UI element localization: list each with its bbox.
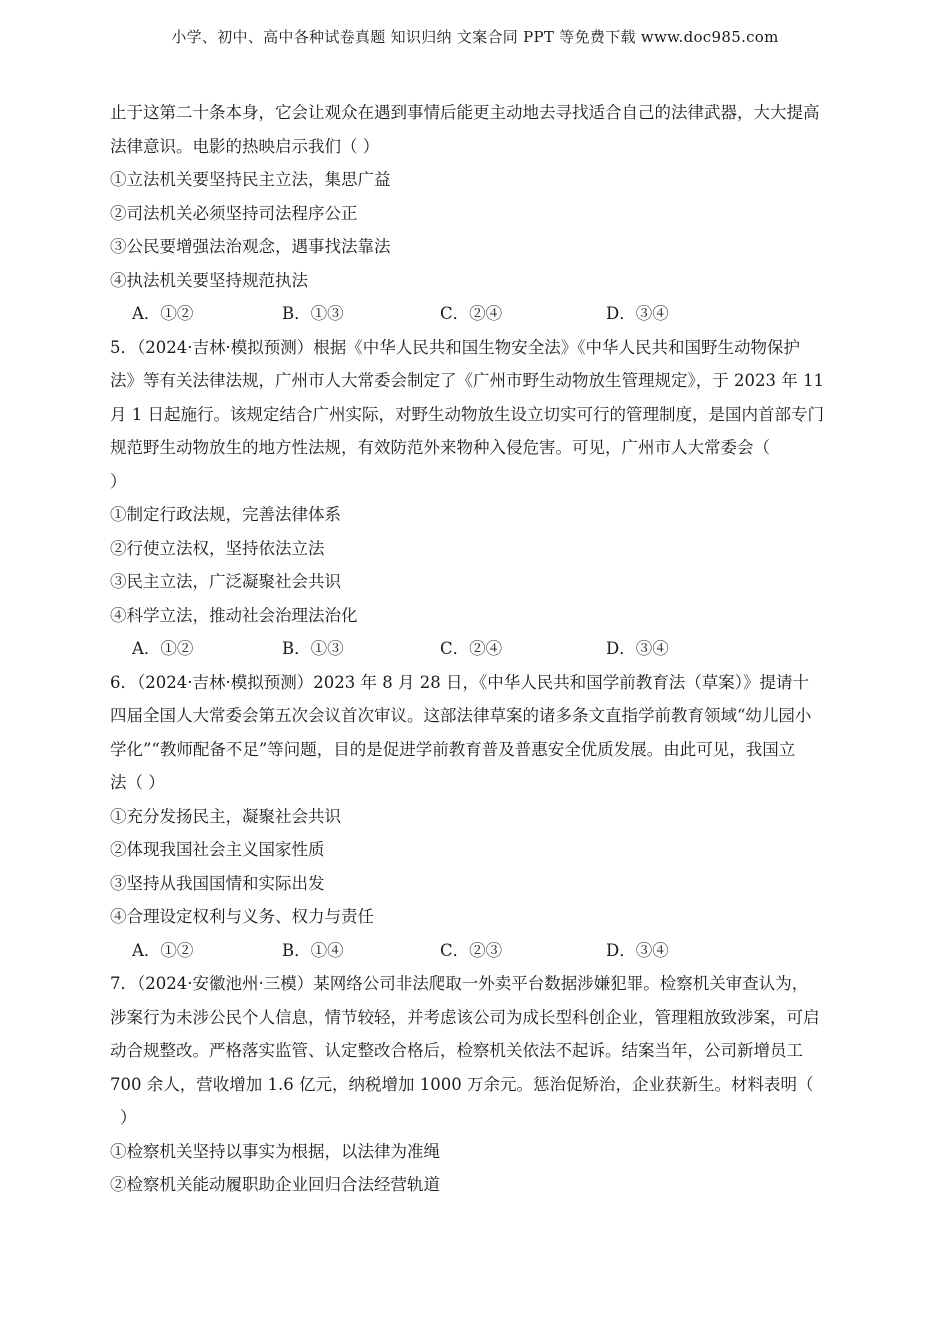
stem-line: 法》等有关法律法规，广州市人大常委会制定了《广州市野生动物放生管理规定》，于 2023 年 11 <box>110 371 824 390</box>
stem-line: 规范野生动物放生的地方性法规，有效防范外来物种入侵危害。可见，广州市人大常委会（ <box>110 438 770 457</box>
option-2: ②司法机关必须坚持司法程序公正 <box>110 203 358 223</box>
question-4-stem <box>110 96 840 163</box>
option-2: ②行使立法权，坚持依法立法 <box>110 538 325 558</box>
choice-d: D．③④ <box>606 304 669 323</box>
question-5-choices <box>110 632 840 666</box>
stem-line: 动合规整改。严格落实监管、认定整改合格后，检察机关依法不起诉。结案当年，公司新增员工 <box>110 1041 803 1060</box>
option-1: ①立法机关要坚持民主立法，集思广益 <box>110 170 391 189</box>
question-7-options <box>110 1135 840 1202</box>
choice-a: A．①② <box>132 639 194 658</box>
choice-c: C．②③ <box>440 940 503 960</box>
option-3: ③民主立法，广泛凝聚社会共识 <box>110 572 341 591</box>
question-5-options <box>110 498 840 632</box>
option-4: ④科学立法，推动社会治理法治化 <box>110 605 358 625</box>
choice-d: D．③④ <box>606 940 669 960</box>
option-3: ③公民要增强法治观念，遇事找法靠法 <box>110 237 391 256</box>
choice-a: A．①② <box>132 940 194 960</box>
stem-line: 涉案行为未涉公民个人信息，情节较轻，并考虑该公司为成长型科创企业，管理粗放致涉案，可启 <box>110 1007 820 1027</box>
question-6-choices <box>110 934 840 968</box>
choice-a: A．①② <box>132 304 194 323</box>
stem-line: ） <box>120 1108 137 1127</box>
question-5-stem <box>110 331 840 499</box>
stem-line: 月 1 日起施行。该规定结合广州实际，对野生动物放生设立切实可行的管理制度，是国内首部专门 <box>110 404 824 424</box>
option-3: ③坚持从我国国情和实际出发 <box>110 873 325 893</box>
question-6-stem <box>110 666 840 800</box>
stem-line: 止于这第二十条本身，它会让观众在遇到事情后能更主动地去寻找适合自己的法律武器，大大提高 <box>110 103 820 122</box>
option-1: ①制定行政法规，完善法律体系 <box>110 505 341 524</box>
stem-line: 学化”“教师配备不足”等问题，目的是促进学前教育普及普惠安全优质发展。由此可见，我国立 <box>110 739 796 759</box>
option-4: ④合理设定权利与义务、权力与责任 <box>110 907 374 926</box>
option-1: ①检察机关坚持以事实为根据，以法律为准绳 <box>110 1141 440 1161</box>
question-4-options <box>110 163 840 297</box>
question-7-stem <box>110 967 840 1135</box>
option-1: ①充分发扬民主，凝聚社会共识 <box>110 806 341 826</box>
stem-line: 四届全国人大常委会第五次会议首次审议。这部法律草案的诸多条文直指学前教育领域“幼儿园小 <box>110 706 812 725</box>
stem-line: 法（ ） <box>110 773 165 792</box>
document-body <box>110 96 840 1202</box>
stem-line: 法律意识。电影的热映启示我们（ ） <box>110 136 380 156</box>
option-2: ②检察机关能动履职助企业回归合法经营轨道 <box>110 1175 440 1194</box>
stem-line: ） <box>110 471 127 491</box>
choice-c: C．②④ <box>440 304 503 323</box>
choice-b: B．①③ <box>282 639 344 658</box>
option-2: ②体现我国社会主义国家性质 <box>110 840 325 859</box>
stem-line: 6．（2024·吉林·模拟预测）2023 年 8 月 28 日，《中华人民共和国学前教育法（草案）》提请十 <box>110 672 809 692</box>
question-6-options <box>110 800 840 934</box>
choice-b: B．①③ <box>282 304 344 323</box>
stem-line: 700 余人，营收增加 1.6 亿元，纳税增加 1000 万余元。惩治促矫治，企业获新生。材料表明（ <box>110 1074 814 1094</box>
choice-d: D．③④ <box>606 639 669 658</box>
stem-line: 7．（2024·安徽池州·三模）某网络公司非法爬取一外卖平台数据涉嫌犯罪。检察机关审查认为， <box>110 974 809 993</box>
stem-line: 5．（2024·吉林·模拟预测）根据《中华人民共和国生物安全法》《中华人民共和国野生动物保护 <box>110 337 800 357</box>
question-4-choices <box>110 297 840 331</box>
choice-b: B．①④ <box>282 940 344 960</box>
page-header: 小学、初中、高中各种试卷真题 知识归纳 文案合同 PPT 等免费下载 www.doc985.com <box>171 28 779 46</box>
choice-c: C．②④ <box>440 639 503 658</box>
option-4: ④执法机关要坚持规范执法 <box>110 270 308 290</box>
